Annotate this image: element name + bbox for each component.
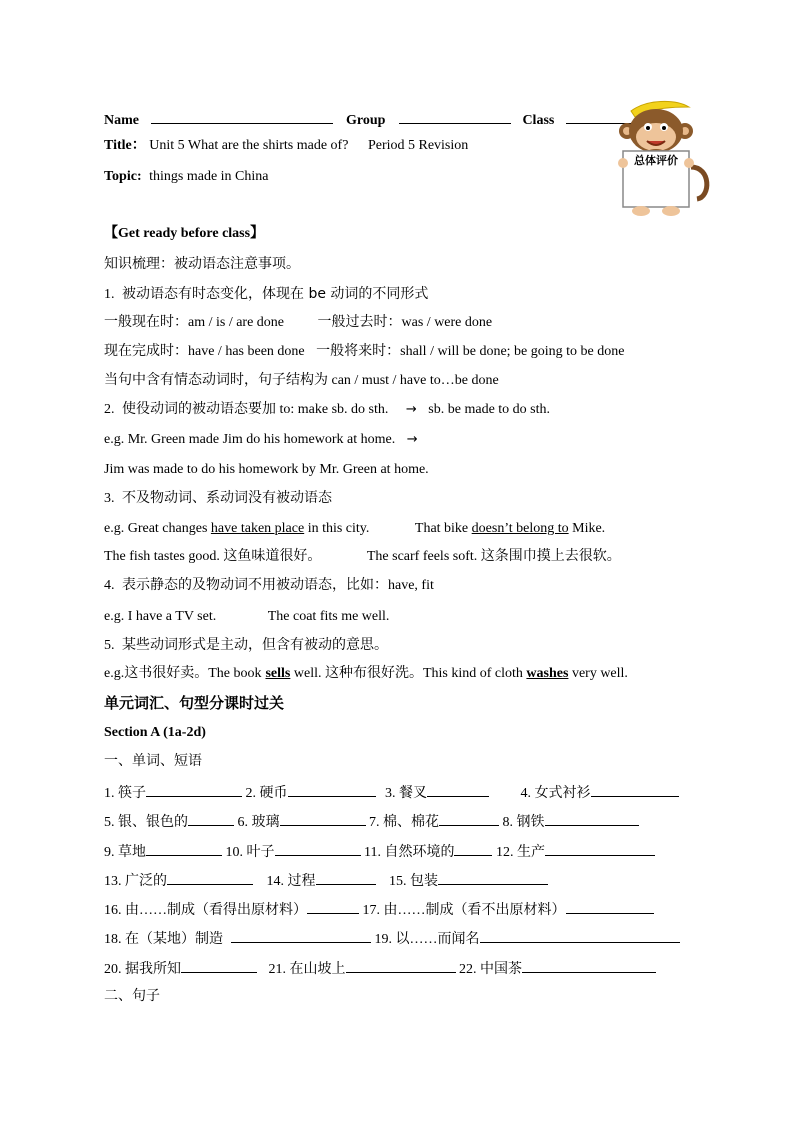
title-label: Title： [104,138,146,153]
point-4-number: 4. [104,578,115,593]
past-simple-form: 一般过去时：was / were done [317,315,493,330]
unit-heading: 单元词汇、句型分课时过关 [104,694,285,712]
group-label: Group [346,113,386,128]
vocab-item: 3. 餐叉 [385,786,427,801]
point-3 [104,489,332,508]
name-field[interactable] [151,109,333,124]
answer-blank[interactable] [522,958,656,973]
vocab-item: 15. 包装 [389,874,438,889]
section-heading: Section A (1a-2d) [104,725,206,740]
group-field[interactable] [399,109,511,124]
vocab-item: 13. 广泛的 [104,874,167,889]
answer-blank[interactable] [288,782,376,797]
answer-blank[interactable] [454,841,492,856]
answer-blank[interactable] [346,958,456,973]
part-1-heading: 一、单词、短语 [104,753,202,769]
point-2-example-text: e.g. Mr. Green made Jim do his homework at home. [104,432,396,447]
answer-blank[interactable] [231,928,371,943]
point-5-example [104,665,628,683]
vocab-item: 18. 在（某地）制造 [104,932,223,947]
point-3-number: 3. [104,491,115,506]
point-4-example [104,608,389,626]
name-label: Name [104,113,139,128]
vocab-row-7 [104,958,656,979]
point-5-number: 5. [104,638,115,653]
vocab-item: 19. 以……而闻名 [374,932,480,947]
intro-text: 知识梳理：被动语态注意事项。 [104,256,300,272]
vocab-item: 16. 由……制成（看得出原材料） [104,903,307,918]
point-1-row-a [104,314,492,332]
class-label: Class [522,113,555,128]
future-simple-form: 一般将来时：shall / will be done; be going to be done [316,344,625,359]
example-text: very well. [571,666,628,681]
answer-blank[interactable] [566,899,654,914]
present-simple-form: 一般现在时：am / is / are done [104,315,285,330]
point-1-text: 被动语态有时态变化，体现在 be 动词的不同形式 [122,286,429,302]
vocab-item: 22. 中国茶 [459,962,522,977]
point-4-text: 表示静态的及物动词不用被动语态，比如：have, fit [122,578,434,593]
vocab-row-3 [104,841,655,862]
example-text: The coat fits me well. [267,609,390,624]
example-underlined: sells [265,666,291,681]
answer-blank[interactable] [181,958,257,973]
vocab-item: 2. 硬币 [245,786,288,801]
example-underlined: doesn’t belong to [471,521,569,536]
answer-blank[interactable] [167,870,253,885]
right-arrow-icon: → [406,432,418,447]
point-2 [104,401,550,419]
example-text: e.g.这书很好卖。The book [104,666,262,681]
example-text: The scarf feels soft. 这条围巾摸上去很软。 [366,549,621,564]
answer-blank[interactable] [480,928,680,943]
answer-blank[interactable] [146,841,222,856]
point-2-text: 使役动词的被动语态要加 to: make sb. do sth. [122,402,389,417]
get-ready-heading: 【Get ready before class】 [104,226,265,241]
point-3-example-row-1 [104,520,605,538]
vocab-row-2 [104,811,639,832]
example-text: The fish tastes good. 这鱼味道很好。 [104,549,322,564]
point-2-example-2: Jim was made to do his homework by Mr. Green at home. [104,462,429,477]
topic-value: things made in China [149,169,269,184]
monkey-with-banana-icon [613,97,713,221]
answer-blank[interactable] [188,811,234,826]
vocab-row-5 [104,899,654,920]
answer-blank[interactable] [427,782,489,797]
answer-blank[interactable] [439,811,499,826]
point-3-example-row-2 [104,548,621,566]
example-text: e.g. I have a TV set. [104,609,217,624]
title-row [104,137,468,155]
point-1-number: 1. [104,287,115,302]
period-value: Period 5 Revision [367,138,469,153]
point-2-result: sb. be made to do sth. [428,402,551,417]
vocab-item: 17. 由……制成（看不出原材料） [362,903,566,918]
vocab-item: 5. 银、银色的 [104,815,188,830]
answer-blank[interactable] [275,841,361,856]
vocab-item: 12. 生产 [495,845,545,860]
example-text: well. 这种布很好洗。This kind of cloth [293,666,523,681]
point-3-text: 不及物动词、系动词没有被动语态 [122,490,332,506]
answer-blank[interactable] [146,782,242,797]
vocab-row-6 [104,928,680,949]
point-2-number: 2. [104,402,115,417]
title-value: Unit 5 What are the shirts made of? [149,138,349,153]
example-text: e.g. Great changes [104,521,208,536]
point-1-row-c: 当句中含有情态动词时，句子结构为 can / must / have to…be done [104,373,499,388]
vocab-item: 7. 棉、棉花 [369,815,439,830]
point-5 [104,636,388,655]
answer-blank[interactable] [307,899,359,914]
answer-blank[interactable] [545,841,655,856]
vocab-item: 21. 在山坡上 [268,962,346,977]
point-5-text: 某些动词形式是主动，但含有被动的意思。 [122,637,388,653]
vocab-item: 10. 叶子 [225,845,275,860]
vocab-item: 9. 草地 [104,845,146,860]
answer-blank[interactable] [545,811,639,826]
vocab-row-1 [104,782,679,803]
vocab-item: 1. 筷子 [104,786,146,801]
vocab-item: 20. 据我所知 [104,962,181,977]
example-text: in this city. [307,521,370,536]
point-1-row-b [104,343,624,361]
example-underlined: have taken place [210,521,305,536]
vocab-item: 14. 过程 [266,874,316,889]
answer-blank[interactable] [591,782,679,797]
vocab-item: 8. 钢铁 [502,815,545,830]
example-underlined: washes [526,666,569,681]
answer-blank[interactable] [316,870,376,885]
vocab-item: 11. 自然环境的 [364,845,455,860]
example-text: That bike [414,521,469,536]
point-2-example [104,431,418,449]
topic-row [104,168,269,186]
answer-blank[interactable] [438,870,548,885]
badge-text: 总体评价 [634,154,678,167]
header-row [104,109,652,130]
point-1 [104,285,428,304]
answer-blank[interactable] [280,811,366,826]
vocab-row-4 [104,870,548,891]
topic-label: Topic: [104,169,142,184]
part-2-heading: 二、句子 [104,988,160,1004]
vocab-item: 4. 女式衬衫 [520,786,591,801]
present-perfect-form: 现在完成时：have / has been done [104,344,305,359]
point-4 [104,577,434,595]
vocab-item: 6. 玻璃 [237,815,280,830]
example-text: Mike. [572,521,606,536]
evaluation-badge [613,97,713,221]
right-arrow-icon: → [405,402,417,417]
